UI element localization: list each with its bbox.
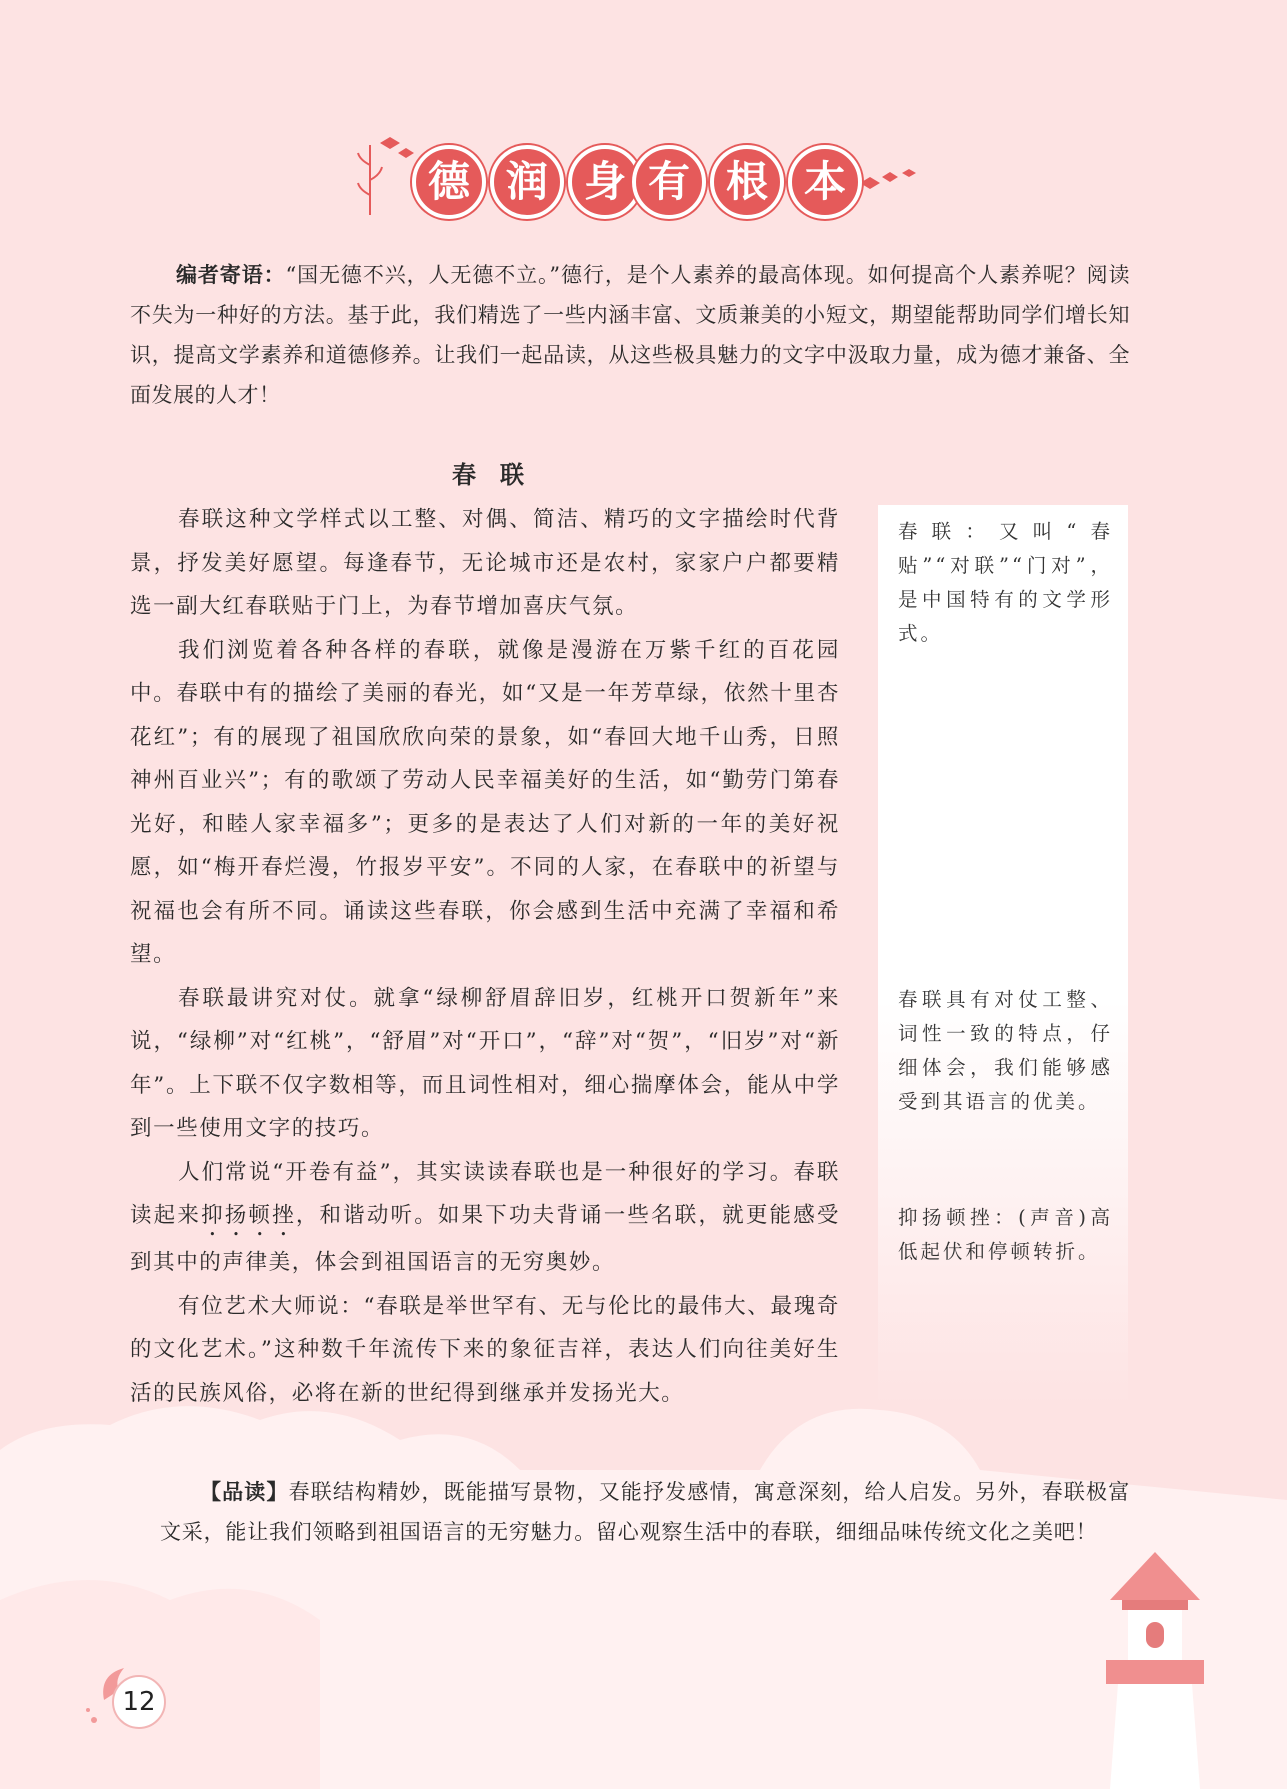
- editor-note: [130, 255, 1130, 415]
- paragraph-part: ，和谐动听。如果下功夫背诵一些名联，就更能感受到其中的声律美，体会到祖国语言的无穷奥妙。: [130, 1203, 840, 1275]
- margin-note: 抑扬顿挫：(声音)高低起伏和停顿转折。: [898, 1206, 1113, 1263]
- title-char: 德: [412, 145, 486, 219]
- title-char: 有: [632, 145, 706, 219]
- title-char: 根: [710, 145, 784, 219]
- editor-note-label: 编者寄语：: [176, 263, 286, 287]
- article-body: [130, 498, 840, 1415]
- article-title: 春联: [452, 461, 548, 489]
- title-char: 身: [568, 145, 642, 219]
- fish-icon: [860, 169, 916, 189]
- section-title: [350, 125, 930, 235]
- title-group-2: [632, 145, 862, 219]
- reading-text: 春联结构精妙，既能描写景物，又能抒发感情，寓意深刻，给人启发。另外，春联极富文采，能让我们领略到祖国语言的无穷魅力。留心观察生活中的春联，细细品味传统文化之美吧！: [160, 1480, 1130, 1544]
- editor-note-text: “国无德不兴，人无德不立。”德行，是个人素养的最高体现。如何提高个人素养呢？阅读不失为一种好的方法。基于此，我们精选了一些内涵丰富、文质兼美的小短文，期望能帮助同学们增长知识，提高文学素养和道德修养。让我们一起品读，从这些极具魅力的文字中汲取力量，成为德才兼备、全面发展的人才！: [130, 263, 1131, 407]
- article-paragraph: 春联这种文学样式以工整、对偶、简洁、精巧的文字描绘时代背景，抒发美好愿望。每逢春节，无论城市还是农村，家家户户都要精选一副大红春联贴于门上，为春节增加喜庆气氛。: [130, 507, 840, 619]
- reading-commentary: [160, 1472, 1130, 1552]
- article-paragraph: 春联最讲究对仗。就拿“绿柳舒眉辞旧岁，红桃开口贺新年”来说，“绿柳”对“红桃”，“舒眉”对“开口”，“辞”对“贺”，“旧岁”对“新年”。上下联不仅字数相等，而且词性相对，细心揣摩体会，能从中学到一些使用文字的技巧。: [130, 985, 840, 1141]
- emphasized-term: 抑扬顿挫: [201, 1203, 296, 1228]
- reading-label: 【品读】: [200, 1480, 289, 1504]
- page-number: 12: [112, 1675, 166, 1729]
- title-char: 润: [490, 145, 564, 219]
- lighthouse-icon: [1100, 1550, 1210, 1789]
- margin-note: 春联：又叫“春贴”“对联”“门对”，是中国特有的文学形式。: [898, 520, 1113, 645]
- title-char: 本: [788, 145, 862, 219]
- paragraph-part: 人们常说“开卷有益”，其实读读春联也是一种很好的学习。春联读起来: [130, 1159, 840, 1228]
- article-paragraph: [130, 1151, 840, 1285]
- plant-icon: [358, 145, 382, 215]
- fish-icon: [380, 137, 414, 158]
- title-group-1: [412, 145, 642, 219]
- article-paragraph: 我们浏览着各种各样的春联，就像是漫游在万紫千红的百花园中。春联中有的描绘了美丽的春光，如“又是一年芳草绿，依然十里杏花红”；有的展现了祖国欣欣向荣的景象，如“春回大地千山秀，日照神州百业兴”；有的歌颂了劳动人民幸福美好的生活，如“勤劳门第春光好，和睦人家幸福多”；更多的是表达了人们对新的一年的美好祝愿，如“梅开春烂漫，竹报岁平安”。不同的人家，在春联中的祈望与祝福也会有所不同。诵读这些春联，你会感到生活中充满了幸福和希望。: [130, 637, 840, 967]
- article-paragraph: 有位艺术大师说：“春联是举世罕有、无与伦比的最伟大、最瑰奇的文化艺术。”这种数千年流传下来的象征吉祥，表达人们向往美好生活的民族风俗，必将在新的世纪得到继承并发扬光大。: [130, 1293, 840, 1406]
- margin-note: 春联具有对仗工整、词性一致的特点，仔细体会，我们能够感受到其语言的优美。: [898, 988, 1113, 1113]
